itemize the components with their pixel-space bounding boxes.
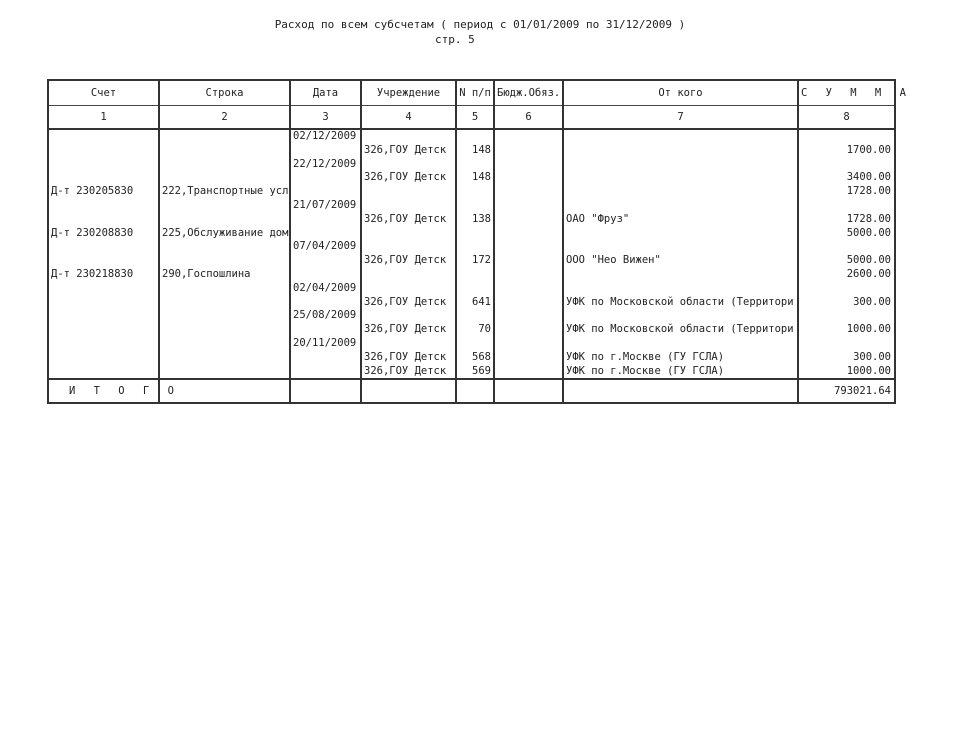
date-cell xyxy=(290,254,361,268)
budget-obligation-cell xyxy=(494,309,563,323)
budget-obligation-cell xyxy=(494,144,563,158)
line-cell xyxy=(159,337,290,351)
sum-cell: 300.00 xyxy=(798,296,895,310)
sum-cell: 1728.00 xyxy=(798,213,895,227)
from-whom-cell: УФК по г.Москве (ГУ ГСЛА) xyxy=(563,365,798,380)
budget-obligation-cell xyxy=(494,199,563,213)
account-cell xyxy=(48,296,159,310)
account-cell xyxy=(48,240,159,254)
sum-cell xyxy=(798,129,895,144)
table-row xyxy=(48,129,895,144)
table-row xyxy=(48,240,895,254)
institution-cell xyxy=(361,158,456,172)
table-row xyxy=(48,254,895,268)
date-cell xyxy=(290,268,361,282)
table-row xyxy=(48,282,895,296)
account-cell xyxy=(48,309,159,323)
table-row xyxy=(48,365,895,380)
institution-cell xyxy=(361,268,456,282)
institution-cell xyxy=(361,129,456,144)
table-row xyxy=(48,323,895,337)
date-cell xyxy=(290,144,361,158)
line-cell xyxy=(159,240,290,254)
from-whom-cell: УФК по г.Москве (ГУ ГСЛА) xyxy=(563,351,798,365)
number-cell: 641 xyxy=(456,296,494,310)
header-account: Счет xyxy=(48,80,159,106)
sum-cell: 5000.00 xyxy=(798,254,895,268)
sum-cell xyxy=(798,337,895,351)
table-row xyxy=(48,296,895,310)
institution-cell: 326,ГОУ Детск xyxy=(361,254,456,268)
column-number: 2 xyxy=(159,106,290,130)
date-cell: 02/12/2009 xyxy=(290,129,361,144)
line-cell xyxy=(159,309,290,323)
date-cell xyxy=(290,227,361,241)
date-cell xyxy=(290,171,361,185)
budget-obligation-cell xyxy=(494,282,563,296)
table-row xyxy=(48,351,895,365)
number-cell xyxy=(456,185,494,199)
date-cell: 21/07/2009 xyxy=(290,199,361,213)
line-cell: 225,Обслуживание дом xyxy=(159,227,290,241)
date-cell xyxy=(290,351,361,365)
number-cell xyxy=(456,227,494,241)
institution-cell xyxy=(361,185,456,199)
line-cell xyxy=(159,323,290,337)
table-row xyxy=(48,158,895,172)
sum-cell: 300.00 xyxy=(798,351,895,365)
from-whom-cell: УФК по Московской области (Территори xyxy=(563,323,798,337)
table-row xyxy=(48,185,895,199)
budget-obligation-cell xyxy=(494,254,563,268)
sum-cell xyxy=(798,309,895,323)
account-cell xyxy=(48,213,159,227)
line-cell xyxy=(159,213,290,227)
from-whom-cell xyxy=(563,268,798,282)
line-cell xyxy=(159,351,290,365)
institution-cell: 326,ГОУ Детск xyxy=(361,365,456,380)
table-row xyxy=(48,171,895,185)
budget-obligation-cell xyxy=(494,129,563,144)
budget-obligation-cell xyxy=(494,185,563,199)
budget-obligation-cell xyxy=(494,171,563,185)
column-number-row xyxy=(48,106,895,130)
account-cell xyxy=(48,199,159,213)
budget-obligation-cell xyxy=(494,365,563,380)
line-cell xyxy=(159,144,290,158)
line-cell xyxy=(159,199,290,213)
expense-table xyxy=(47,79,912,404)
from-whom-cell: ООО "Нео Вижен" xyxy=(563,254,798,268)
table-row xyxy=(48,199,895,213)
sum-cell: 1000.00 xyxy=(798,323,895,337)
number-cell: 138 xyxy=(456,213,494,227)
from-whom-cell xyxy=(563,199,798,213)
line-cell xyxy=(159,282,290,296)
sum-cell: 1728.00 xyxy=(798,185,895,199)
date-cell xyxy=(290,365,361,380)
column-number: 1 xyxy=(48,106,159,130)
header-sum: С У М М А xyxy=(798,80,895,106)
total-empty-cell xyxy=(563,379,798,403)
header-row xyxy=(48,80,895,106)
total-label: И Т О Г О xyxy=(48,379,159,403)
budget-obligation-cell xyxy=(494,268,563,282)
table-row xyxy=(48,227,895,241)
sum-cell: 2600.00 xyxy=(798,268,895,282)
header-date: Дата xyxy=(290,80,361,106)
line-cell xyxy=(159,158,290,172)
header-number: N п/п xyxy=(456,80,494,106)
institution-cell xyxy=(361,309,456,323)
number-cell xyxy=(456,158,494,172)
table-row xyxy=(48,268,895,282)
sum-cell xyxy=(798,240,895,254)
budget-obligation-cell xyxy=(494,213,563,227)
from-whom-cell: УФК по Московской области (Территори xyxy=(563,296,798,310)
budget-obligation-cell xyxy=(494,323,563,337)
date-cell xyxy=(290,185,361,199)
institution-cell xyxy=(361,227,456,241)
account-cell xyxy=(48,282,159,296)
account-cell xyxy=(48,337,159,351)
date-cell xyxy=(290,213,361,227)
sum-cell: 5000.00 xyxy=(798,227,895,241)
institution-cell xyxy=(361,337,456,351)
line-cell: 222,Транспортные усл xyxy=(159,185,290,199)
line-cell xyxy=(159,254,290,268)
institution-cell xyxy=(361,282,456,296)
date-cell: 25/08/2009 xyxy=(290,309,361,323)
date-cell xyxy=(290,323,361,337)
number-cell xyxy=(456,282,494,296)
number-cell: 172 xyxy=(456,254,494,268)
budget-obligation-cell xyxy=(494,240,563,254)
from-whom-cell xyxy=(563,129,798,144)
total-row xyxy=(48,379,895,403)
date-cell: 07/04/2009 xyxy=(290,240,361,254)
number-cell xyxy=(456,337,494,351)
number-cell: 148 xyxy=(456,144,494,158)
number-cell xyxy=(456,268,494,282)
page-number: стр. 5 xyxy=(435,33,475,46)
header-line: Строка xyxy=(159,80,290,106)
total-empty-cell xyxy=(361,379,456,403)
column-number: 6 xyxy=(494,106,563,130)
header-budget-obligation: Бюдж.Обяз. xyxy=(494,80,563,106)
from-whom-cell xyxy=(563,185,798,199)
date-cell: 22/12/2009 xyxy=(290,158,361,172)
account-cell xyxy=(48,323,159,337)
account-cell xyxy=(48,129,159,144)
institution-cell xyxy=(361,240,456,254)
sum-cell xyxy=(798,158,895,172)
date-cell xyxy=(290,296,361,310)
line-cell xyxy=(159,296,290,310)
from-whom-cell xyxy=(563,282,798,296)
column-number: 4 xyxy=(361,106,456,130)
from-whom-cell xyxy=(563,227,798,241)
from-whom-cell xyxy=(563,309,798,323)
sum-cell xyxy=(798,282,895,296)
from-whom-cell xyxy=(563,337,798,351)
account-cell xyxy=(48,158,159,172)
sum-cell: 3400.00 xyxy=(798,171,895,185)
document-title: Расход по всем субсчетам ( период с 01/01/2009 по 31/12/2009 ) xyxy=(274,18,686,31)
account-cell: Д-т 230218830 xyxy=(48,268,159,282)
sum-cell: 1000.00 xyxy=(798,365,895,380)
line-cell xyxy=(159,129,290,144)
from-whom-cell xyxy=(563,158,798,172)
number-cell: 568 xyxy=(456,351,494,365)
line-cell xyxy=(159,365,290,380)
from-whom-cell xyxy=(563,240,798,254)
budget-obligation-cell xyxy=(494,337,563,351)
sum-cell: 1700.00 xyxy=(798,144,895,158)
line-cell xyxy=(159,171,290,185)
institution-cell: 326,ГОУ Детск xyxy=(361,213,456,227)
table-row xyxy=(48,337,895,351)
table-body xyxy=(48,129,895,379)
column-number: 8 xyxy=(798,106,895,130)
institution-cell: 326,ГОУ Детск xyxy=(361,171,456,185)
table-row xyxy=(48,213,895,227)
institution-cell: 326,ГОУ Детск xyxy=(361,144,456,158)
from-whom-cell xyxy=(563,144,798,158)
account-cell: Д-т 230208830 xyxy=(48,227,159,241)
line-cell: 290,Госпошлина xyxy=(159,268,290,282)
number-cell xyxy=(456,199,494,213)
date-cell: 20/11/2009 xyxy=(290,337,361,351)
number-cell: 70 xyxy=(456,323,494,337)
institution-cell: 326,ГОУ Детск xyxy=(361,296,456,310)
column-number: 3 xyxy=(290,106,361,130)
account-cell xyxy=(48,144,159,158)
number-cell: 148 xyxy=(456,171,494,185)
date-cell: 02/04/2009 xyxy=(290,282,361,296)
number-cell xyxy=(456,309,494,323)
budget-obligation-cell xyxy=(494,296,563,310)
number-cell xyxy=(456,240,494,254)
number-cell xyxy=(456,129,494,144)
table-row xyxy=(48,309,895,323)
header-from-whom: От кого xyxy=(563,80,798,106)
institution-cell xyxy=(361,199,456,213)
budget-obligation-cell xyxy=(494,158,563,172)
column-number: 7 xyxy=(563,106,798,130)
from-whom-cell xyxy=(563,171,798,185)
account-cell xyxy=(48,365,159,380)
account-cell xyxy=(48,254,159,268)
table-row xyxy=(48,144,895,158)
header-institution: Учреждение xyxy=(361,80,456,106)
account-cell xyxy=(48,171,159,185)
total-empty-cell xyxy=(290,379,361,403)
budget-obligation-cell xyxy=(494,227,563,241)
from-whom-cell: ОАО "Фруз" xyxy=(563,213,798,227)
institution-cell: 326,ГОУ Детск xyxy=(361,351,456,365)
column-number: 5 xyxy=(456,106,494,130)
account-cell xyxy=(48,351,159,365)
sum-cell xyxy=(798,199,895,213)
institution-cell: 326,ГОУ Детск xyxy=(361,323,456,337)
total-empty-cell xyxy=(456,379,494,403)
account-cell: Д-т 230205830 xyxy=(48,185,159,199)
total-value: 793021.64 xyxy=(798,379,895,403)
total-empty-cell xyxy=(494,379,563,403)
number-cell: 569 xyxy=(456,365,494,380)
budget-obligation-cell xyxy=(494,351,563,365)
